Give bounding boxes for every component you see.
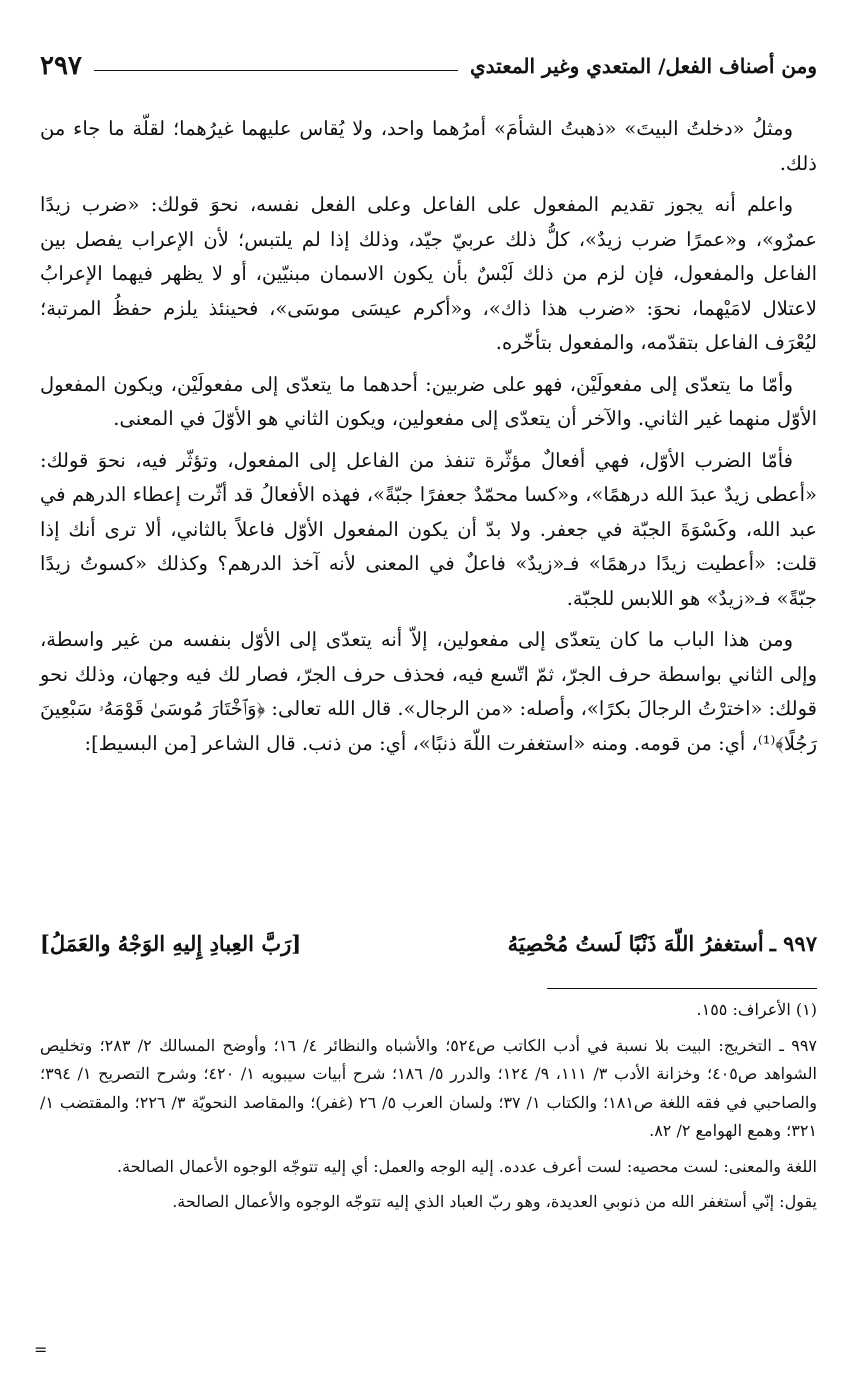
footnote: اللغة والمعنى: لست محصيه: لست أعرف عدده. إليه الوجه والعمل: أي إليه تتوجّه الوجوه الأعمال الصالحة. [117, 1156, 817, 1176]
paragraph: واعلم أنه يجوز تقديم المفعول على الفاعل وعلى الفعل نفسه، نحوَ قولك: «ضرب زيدًا عمرٌو»، و«عمرًا ضرب زيدٌ»، كلُّ ذلك عربيّ جيّد، وذلك إذا لم يلتبس؛ لأن الإعراب يفصل بين الفاعل والمفعول، فإن لزم من ذلك لَبْسٌ بأن يكون الاسمان مبنيّين، أو لا يظهر فيهما الإعرابُ لاعتلال لامَيْهما، نحوَ: «ضرب هذا ذاك»، و«أكرم عيسَى موسَى»، فحينئذ يلزم حفظُ المرتبة؛ ليُعْرَف الفاعل بتقدّمه، والمفعول بتأخّره. [40, 193, 817, 354]
paragraph: ومثلُ «دخلتُ البيتَ» «ذهبتُ الشأمَ» أمرُهما واحد، ولا يُقاس عليهما غيرُهما؛ لقلّة ما جاء من ذلك. [40, 117, 817, 175]
footnote: (١) الأعراف: ١٥٥. [696, 1000, 817, 1019]
page-number: ٢٩٧ [40, 51, 82, 81]
footnote: يقول: إنّي أستغفر الله من ذنوبي العديدة، وهو ربّ العباد الذي إليه تتوجّه الوجوه والأعمال الصالحة. [172, 1192, 817, 1211]
paragraph: وأمّا ما يتعدّى إلى مفعولَيْن، فهو على ضربين: أحدهما ما يتعدّى إلى مفعولَيْن، ويكون المفعول الأوّل منهما غير الثاني. والآخر أن يتعدّى إلى مفعولين، ويكون الثاني هو الأوّلَ في المعنى. [40, 372, 817, 430]
margin-mark: = [34, 1340, 48, 1359]
chapter-title: ومن أصناف الفعل/ المتعدي وغير المعتدي [470, 54, 817, 78]
header-rule [94, 70, 458, 71]
footnote: ٩٩٧ ـ التخريج: البيت بلا نسبة في أدب الكاتب ص٥٢٤؛ والأشباه والنظائر ٤/ ١٦؛ وأوضح المسالك ٢/ ٢٨٣؛ وتخليص الشواهد ص٤٠٥؛ وخزانة الأدب ٣/ ١١١، ٩/ ١٢٤؛ والدرر ٥/ ١٨٦؛ شرح أبيات سيبويه ١/ ٤٢٠؛ وشرح التصريح ١/ ٣٩٤؛ والصاحبي في فقه اللغة ص١٨١؛ والكتاب ١/ ٣٧؛ ولسان العرب ٥/ ٢٦ (غفر)؛ والمقاصد النحويّة ٣/ ٢٢٦؛ والمقتضب ١/ ٣٢١؛ وهمع الهوامع ٢/ ٨٢. [40, 1035, 818, 1140]
poetry-verse [40, 923, 817, 963]
running-header [40, 46, 817, 86]
main-text [40, 112, 817, 768]
first-hemistich: أستغفرُ اللّهَ ذَنْبًا لَستُ مُحْصِيَهُ [507, 930, 764, 956]
paragraph: فأمّا الضرب الأوّل، فهي أفعالٌ مؤثّرة تنفذ من الفاعل إلى المفعول، وتؤثّر فيه، نحوَ قولك: «أعطى زيدٌ عبدَ الله درهمًا»، و«كسا محمّدٌ جعفرًا جبّةً»، فهذه الأفعالُ قد أثّرت إعطاء الدرهم في عبد الله، وكَسْوَةَ الجبّة في جعفر. ولا بدّ أن يكون المفعول الأوّل فاعلاً بالثاني، ألا ترى أنك إذا قلت: «أعطيت زيدًا درهمًا» فـ«زيدٌ» فاعلٌ في المعنى لأنه آخذ الدرهم؟ وكذلك «كسوتُ زيدًا جبّةً» فـ«زيدٌ» هو اللابس للجبّة. [40, 448, 817, 610]
footnotes [40, 996, 817, 1224]
verse-number: ٩٩٧ ـ [769, 930, 817, 956]
footnote-separator [547, 988, 817, 989]
paragraph: ومن هذا الباب ما كان يتعدّى إلى مفعولين، إلاّ أنه يتعدّى إلى الأوّل بنفسه من غير واسطة، وإلى الثاني بواسطة حرف الجرّ، ثمّ اتّسع فيه، فحذف حرف الجرّ، فصار لك فيه وجهان، وذلك نحو قولك: «اخترْتُ الرجالَ بكرًا»، وأصله: «من الرجال». قال الله تعالى: ﴿وَٱخْتَارَ مُوسَىٰ قَوْمَهُۥ سَبْعِينَ رَجُلًا﴾⁽¹⁾، أي: من قومه. ومنه «استغفرت اللّهَ ذنبًا»، أي: من ذنب. قال الشاعر [من البسيط]: [40, 628, 817, 755]
second-hemistich: [رَبَّ العِبادِ إِليهِ الوَجْهُ والعَمَلُ] [40, 930, 302, 956]
